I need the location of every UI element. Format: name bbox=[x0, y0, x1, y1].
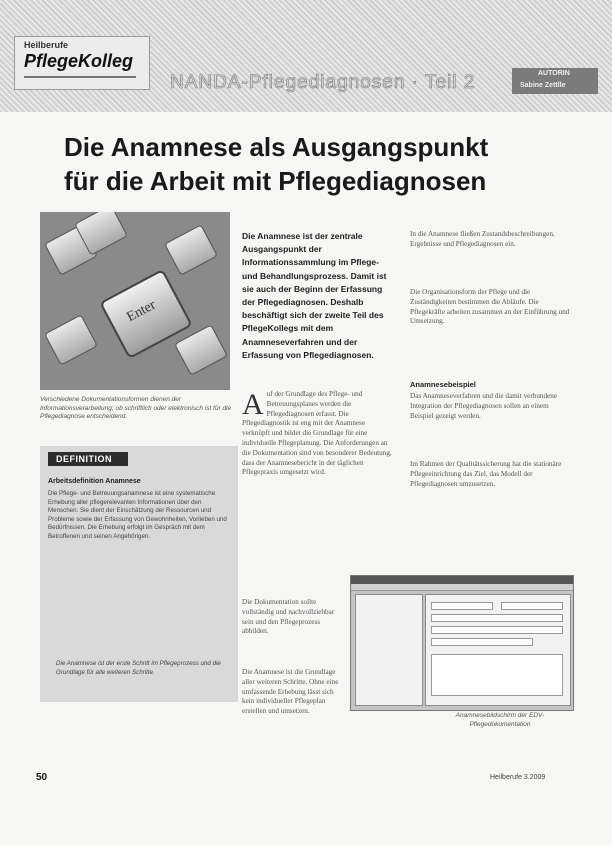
article-body-b: Die Dokumentation sollte vollständig und nachvollziehbar sein und den Pflegeprozess abbilden. bbox=[242, 598, 335, 636]
screenshot-caption: Anamnesebildschirm der EDV-Pflegedokumentation bbox=[455, 712, 545, 728]
screenshot-field bbox=[431, 626, 563, 634]
enter-key-label: Enter bbox=[124, 297, 159, 326]
brand-name: PflegeKolleg bbox=[24, 51, 134, 71]
keyboard-photo bbox=[40, 212, 230, 390]
body-main-text: uf der Grundlage des Pflege- und Betreuungsplanes werden die Pflegediagnosen erfasst. Die Pflegediagnostik ist eng mit der Anamnese verknüpft und bildet die Grundlage für eine individuelle Pflegeplanung. Die Anforderungen an die Dokumentation sind von besonderer Bedeutung, dass der Anamnesebericht in der täglichen Pflegepraxis umgesetzt wird. bbox=[242, 390, 392, 477]
definition-subtitle: Arbeitsdefinition Anamnese bbox=[48, 478, 141, 485]
screenshot-field bbox=[431, 602, 493, 610]
screenshot-field bbox=[431, 614, 563, 622]
column3-heading: Anamnesebeispiel bbox=[410, 380, 476, 389]
article-lead: Die Anamnese ist der zentrale Ausgangspunkt der Informationssammlung im Pflege- und Behandlungsprozess. Damit ist sie auch der Beginn der Erfassung der Pflegediagnosen. Deshalb beschäftigt sich der zweite Teil des PflegeKollegs mit dem Anamneseverfahren und der Erfassung von Pflegediagnosen. bbox=[242, 231, 387, 360]
keyboard-key bbox=[164, 224, 218, 276]
series-title: NANDA-Pflegediagnosen · Teil 2 bbox=[170, 72, 476, 93]
screenshot-field bbox=[501, 602, 563, 610]
column3-para-b: Die Organisationsform der Pflege und die Zuständigkeiten bestimmen die Abläufe. Die Pflegekräfte arbeiten zusammen an der Einführung und Umsetzung. bbox=[410, 288, 570, 326]
definition-text: Die Pflege- und Betreuungsanamnese ist eine systematische Erhebung aller pflegerelevanten Informationen über den Menschen. Sie dient der Einschätzung der Ressourcen und Probleme sowie der Erfassung von Gewohnheiten, Vorlieben und Bedürfnissen. Die Erhebung erfolgt im Gespräch mit dem Betroffenen und seinen Angehörigen. bbox=[48, 490, 227, 540]
photo-caption: Verschiedene Dokumentationsformen dienen der Informationsverarbeitung; ob schriftlich oder elektronisch ist für die Pflegediagnose entscheidend. bbox=[40, 396, 232, 420]
article-headline bbox=[64, 130, 584, 198]
screenshot-titlebar bbox=[351, 576, 573, 584]
article-body-c: Die Anamnese ist die Grundlage aller weiteren Schritte. Ohne eine umfassende Erhebung lässt sich kein individueller Pflegeplan erstellen und umsetzen. bbox=[242, 668, 339, 716]
definition-header-label: DEFINITION bbox=[56, 454, 112, 464]
headline-line-1: Die Anamnese als Ausgangspunkt bbox=[64, 132, 489, 162]
column3-para-a: In die Anamnese fließen Zustandsbeschreibungen, Ergebnisse und Pflegediagnosen ein. bbox=[410, 230, 555, 248]
author-label: AUTORIN bbox=[538, 70, 570, 77]
definition-quote: Die Anamnese ist der erste Schritt im Pflegeprozess und die Grundlage für alle weiteren Schritte. bbox=[56, 660, 221, 676]
definition-header bbox=[48, 452, 128, 466]
screenshot-left-pane bbox=[355, 594, 423, 706]
software-screenshot bbox=[350, 575, 574, 711]
page-number: 50 bbox=[36, 772, 48, 783]
drop-cap: A bbox=[242, 388, 264, 421]
article-body-main bbox=[242, 390, 394, 478]
keyboard-key bbox=[44, 314, 98, 366]
headline-line-2: für die Arbeit mit Pflegediagnosen bbox=[64, 166, 487, 196]
screenshot-field bbox=[431, 638, 533, 646]
screenshot-textarea bbox=[431, 654, 563, 696]
keyboard-key bbox=[174, 324, 228, 376]
brand-small: Heilberufe bbox=[24, 40, 69, 50]
author-name: Sabine Zettlle bbox=[520, 82, 566, 89]
column3-para-c: Das Anamneseverfahren und die damit verbundene Integration der Pflegediagnosen sollen an einem Beispiel gezeigt werden. bbox=[410, 392, 558, 420]
footer-source: Heilberufe 3.2009 bbox=[490, 774, 546, 781]
screenshot-menubar bbox=[351, 584, 573, 591]
brand-rule bbox=[24, 76, 136, 78]
column3-para-d: Im Rahmen der Qualitätssicherung hat die stationäre Pflegeeinrichtung das Ziel, das Modell der Pflegediagnosen umzusetzen. bbox=[410, 460, 562, 488]
